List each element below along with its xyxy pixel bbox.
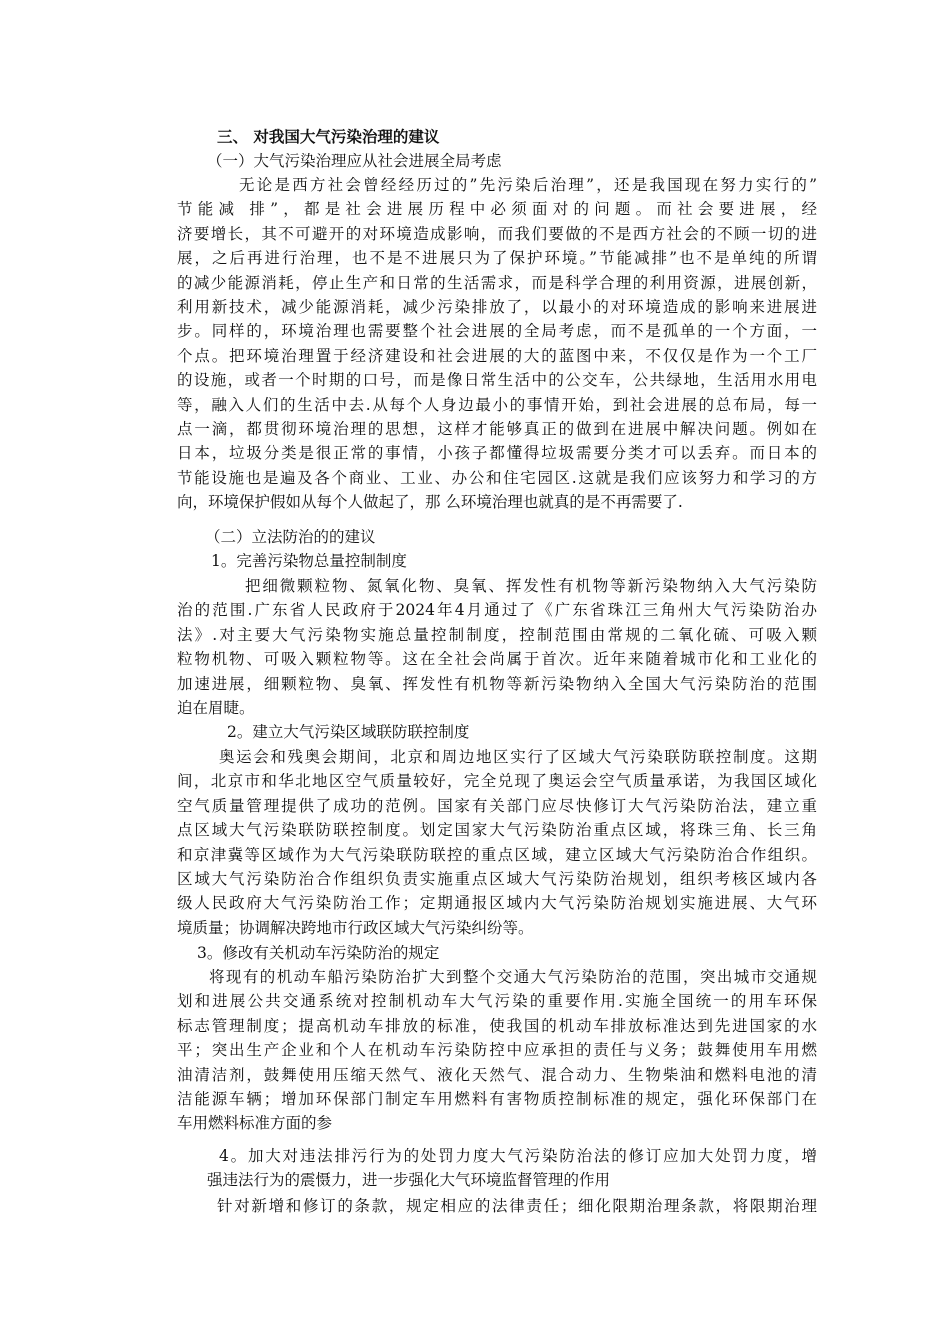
sub2-block <box>177 525 817 549</box>
item1-block <box>177 549 817 573</box>
item-1-title: 1。完善污染物总量控制制度 <box>211 552 407 570</box>
text-line: 将现有的机动车船污染防治扩大到整个交通大气污染防治的范围，突出城市交通规 <box>209 968 817 986</box>
text-line: 利用新技术，减少能源消耗，减少污染排放了，以最小的对环境造成的影响来进展进 <box>177 297 817 316</box>
text-line: 区域大气污染防治合作组织负责实施重点区域大气污染防治规划，组织考核区域内各 <box>177 869 817 888</box>
text-line: 迫在眉睫。 <box>177 698 255 717</box>
paragraph-4 <box>177 965 817 1136</box>
item3-block <box>177 941 817 965</box>
item-2-title: 2。建立大气污染区域联防联控制度 <box>227 723 470 741</box>
subsection-title-1: （一）大气污染治理应从社会进展全局考虑 <box>207 152 502 170</box>
sub1-block <box>177 149 817 173</box>
text-line: 车用燃料标准方面的参 <box>177 1114 333 1133</box>
text-line: 的减少能源消耗，停止生产和日常的生活需求，而是科学合理的利用资源，进展创新， <box>177 273 817 292</box>
paragraph-5 <box>177 1194 817 1218</box>
text-line: 等，融入人们的生活中去.从每个人身边最小的事情开始，到社会进展的总布局，每一 <box>177 395 817 414</box>
text-line: 空气质量管理提供了成功的范例。国家有关部门应尽快修订大气污染防治法，建立重 <box>177 796 817 815</box>
item-4-block <box>177 1144 817 1193</box>
text-line: 把细微颗粒物、氮氧化物、臭氧、挥发性有机物等新污染物纳入大气污染防 <box>245 577 817 595</box>
text-line: 平；突出生产企业和个人在机动车污染防控中应承担的责任与义务；鼓舞使用车用燃 <box>177 1041 817 1060</box>
paragraph-1 <box>177 173 817 514</box>
text-line: 法》.对主要大气污染物实施总量控制制度，控制范围由常规的二氧化硫、可吸入颗 <box>177 625 817 644</box>
paragraph-3 <box>177 745 817 940</box>
text-line: 奥运会和残奥会期间，北京和周边地区实行了区域大气污染联防联控制度。这期 <box>219 748 817 766</box>
item2-block <box>177 720 817 744</box>
text-line: 向，环境保护假如从每个人做起了，那 么环境治理也就真的是不再需要了. <box>177 493 683 512</box>
text-line: 节能减 排”，都是社会进展历程中必须面对的问题。而社会要进展，经 <box>177 200 817 219</box>
text-line: 针对新增和修订的条款，规定相应的法律责任；细化限期治理条款，将限期治理 <box>217 1197 817 1215</box>
text-line: 强违法行为的震慑力，进一步强化大气环境监督管理的作用 <box>207 1171 611 1190</box>
text-line: 济要增长，其不可避开的对环境造成影响，而我们要做的不是西方社会的不顾一切的进 <box>177 224 817 243</box>
text-line: 节能设施也是遍及各个商业、工业、办公和住宅园区.这就是我们应该努力和学习的方 <box>177 468 817 487</box>
text-line: 点区域大气污染联防联控制度。划定国家大气污染防治重点区域，将珠三角、长三角 <box>177 821 817 840</box>
item-3-title: 3。修改有关机动车污染防治的规定 <box>197 944 440 962</box>
text-line: 无论是西方社会曾经经历过的”先污染后治理”，还是我国现在努力实行的” <box>239 176 817 194</box>
text-line: 洁能源车辆；增加环保部门制定车用燃料有害物质控制标准的规定，强化环保部门在 <box>177 1089 817 1108</box>
text-line: 油清洁剂，鼓舞使用压缩天然气、液化天然气、混合动力、生物柴油和燃料电池的清 <box>177 1065 817 1084</box>
text-line: 个点。把环境治理置于经济建设和社会进展的大的蓝图中来，不仅仅是作为一个工厂 <box>177 346 817 365</box>
section-heading-block <box>177 125 817 149</box>
text-line: 的设施，或者一个时期的口号，而是像日常生活中的公交车，公共绿地，生活用水用电 <box>177 371 817 390</box>
text-line: 日本，垃圾分类是很正常的事情，小孩子都懂得垃圾需要分类才可以丢弃。而日本的 <box>177 444 817 463</box>
text-line: 境质量；协调解决跨地市行政区域大气污染纠纷等。 <box>177 918 534 937</box>
text-line: 加速进展，细颗粒物、臭氧、挥发性有机物等新污染物纳入全国大气污染防治的范围 <box>177 674 817 693</box>
text-line: 级人民政府大气污染防治工作；定期通报区域内大气污染防治规划实施进展、大气环 <box>177 894 817 913</box>
text-line: 粒物机物、可吸入颗粒物等。这在全社会尚属于首次。近年来随着城市化和工业化的 <box>177 650 817 669</box>
text-line: 4。加大对违法排污行为的处罚力度大气污染防治法的修订应加大处罚力度，增 <box>219 1147 817 1165</box>
text-line: 标志管理制度；提高机动车排放的标准，使我国的机动车排放标准达到先进国家的水 <box>177 1016 817 1035</box>
text-line: 和京津冀等区域作为大气污染联防联控的重点区域，建立区域大气污染防治合作组织。 <box>177 845 817 864</box>
section-heading: 三、 对我国大气污染治理的建议 <box>217 127 440 146</box>
text-line: 划和进展公共交通系统对控制机动车大气污染的重要作用.实施全国统一的用车环保 <box>177 992 817 1011</box>
text-line: 步。同样的，环境治理也需要整个社会进展的全局考虑，而不是孤单的一个方面，一 <box>177 322 817 341</box>
text-line: 间，北京市和华北地区空气质量较好，完全兑现了奥运会空气质量承诺，为我国区域化 <box>177 772 817 791</box>
paragraph-2 <box>177 574 817 720</box>
subsection-title-2: （二）立法防治的的建议 <box>205 528 376 546</box>
text-line: 展，之后再进行治理，也不是不进展只为了保护环境。”节能减排”也不是单纯的所谓 <box>177 249 817 268</box>
text-line: 点一滴，都贯彻环境治理的思想，这样才能够真正的做到在进展中解决问题。例如在 <box>177 419 817 438</box>
text-line: 治的范围.广东省人民政府于2024年4月通过了《广东省珠江三角州大气污染防治办 <box>177 601 817 620</box>
